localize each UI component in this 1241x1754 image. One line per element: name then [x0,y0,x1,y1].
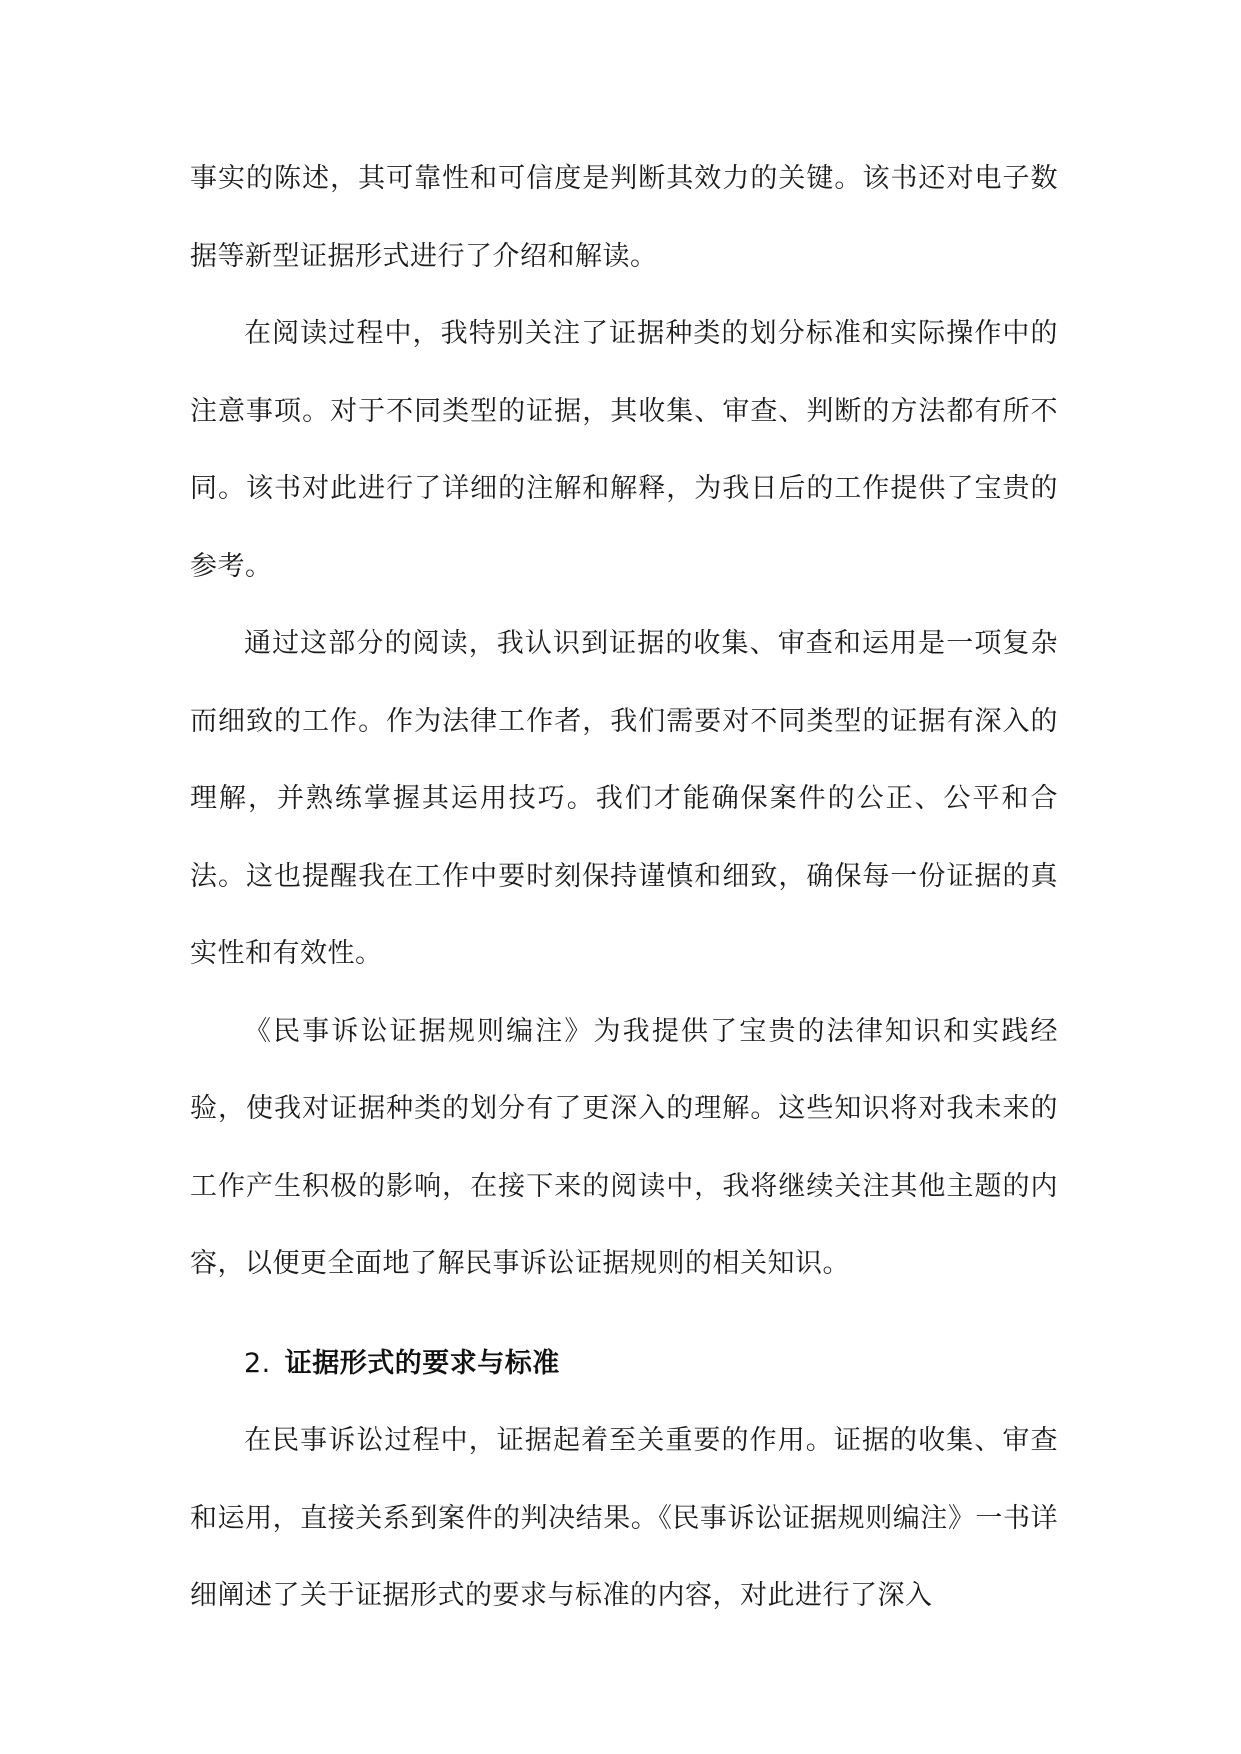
paragraph-3: 通过这部分的阅读，我认识到证据的收集、审查和运用是一项复杂而细致的工作。作为法律工作者，我们需要对不同类型的证据有深入的理解，并熟练掌握其运用技巧。我们才能确保案件的公正、公平和合法。这也提醒我在工作中要时刻保持谨慎和细致，确保每一份证据的真实性和有效性。 [190,628,1058,969]
document-body [190,140,1058,1635]
section-paragraph-1: 在民事诉讼过程中，证据起着至关重要的作用。证据的收集、审查和运用，直接关系到案件的判决结果。《民事诉讼证据规则编注》一书详细阐述了关于证据形式的要求与标准的内容，对此进行了深入 [190,1425,1058,1611]
paragraph-1: 事实的陈述，其可靠性和可信度是判断其效力的关键。该书还对电子数据等新型证据形式进行了介绍和解读。 [190,163,1058,272]
section-spacer [190,1303,1058,1311]
paragraph-4: 《民事诉讼证据规则编注》为我提供了宝贵的法律知识和实践经验，使我对证据种类的划分有了更深入的理解。这些知识将对我未来的工作产生积极的影响，在接下来的阅读中，我将继续关注其他主题的内容，以便更全面地了解民事诉讼证据规则的相关知识。 [190,1015,1058,1279]
paragraph-2: 在阅读过程中，我特别关注了证据种类的划分标准和实际操作中的注意事项。对于不同类型的证据，其收集、审查、判断的方法都有所不同。该书对此进行了详细的注解和解释，为我日后的工作提供了宝贵的参考。 [190,318,1058,582]
section-title: 证据形式的要求与标准 [284,1347,560,1379]
section-number: 2. [244,1347,271,1379]
section-heading [190,1325,1058,1403]
